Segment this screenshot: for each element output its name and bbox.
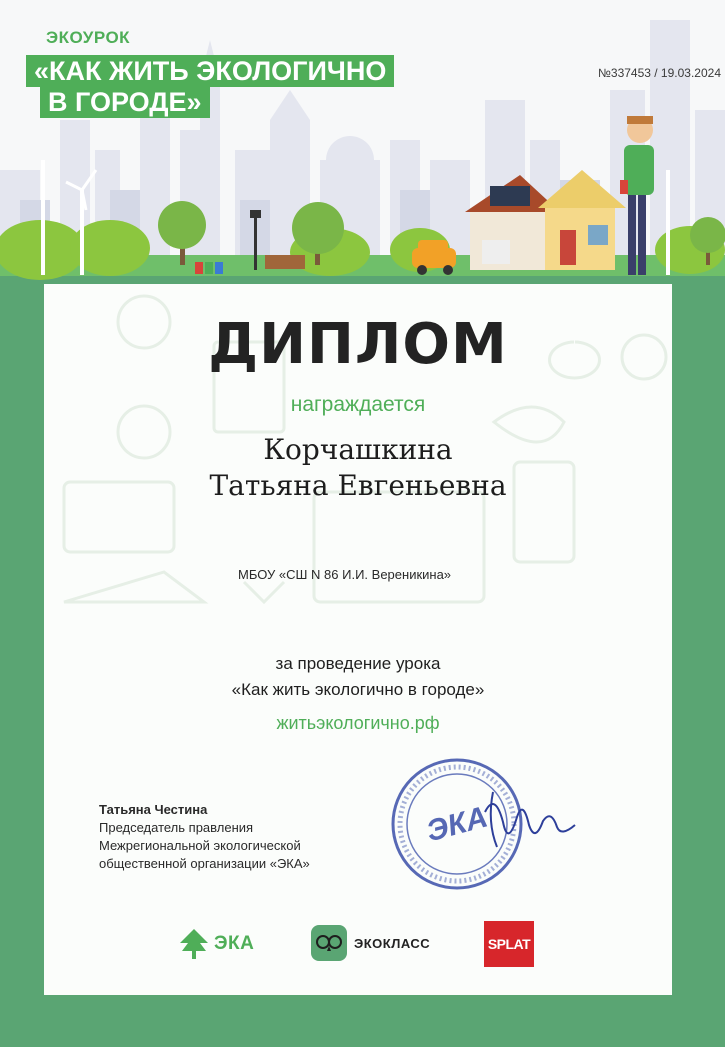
signer-name: Татьяна Честина (99, 802, 208, 817)
eka-tree-icon (180, 929, 208, 959)
website-link[interactable]: житьэкологично.рф (276, 713, 440, 733)
stamp-center-text: ЭКА (423, 800, 492, 849)
organization-stamp (385, 752, 595, 902)
reason-line2: «Как жить экологично в городе» (231, 680, 485, 699)
lesson-title-line1: «КАК ЖИТЬ ЭКОЛОГИЧНО (26, 55, 394, 87)
frame-right (672, 280, 725, 1047)
ecoclass-logo (311, 925, 430, 961)
ecolesson-label: ЭКОУРОК (46, 28, 131, 47)
owl-icon (311, 925, 347, 961)
school-name: МБОУ «СШ N 86 И.И. Вереникина» (238, 567, 452, 582)
frame-left (0, 280, 44, 1047)
header-illustration (0, 0, 725, 284)
reason-line1: за проведение урока (275, 654, 441, 673)
eka-logo-text: ЭКА (214, 933, 255, 954)
certificate-number: №337453 / 19.03.2024 (598, 66, 721, 80)
splat-logo: SPLAT (484, 921, 534, 967)
ecoclass-logo-text: ЭКОКЛАСС (354, 935, 431, 951)
recipient-surname: Корчашкина (263, 433, 453, 466)
signature (485, 804, 575, 833)
signer-position-line3: общественной организации «ЭКА» (99, 856, 310, 871)
signer-block (99, 801, 310, 873)
eka-logo (180, 929, 254, 959)
recipient-given-names: Татьяна Евгеньевна (209, 469, 507, 502)
awarded-label: награждается (290, 393, 426, 416)
signer-position-line2: Межрегиональной экологической (99, 838, 301, 853)
lesson-title-line2: В ГОРОДЕ» (40, 86, 210, 118)
diploma-heading: ДИПЛОМ (208, 312, 508, 377)
signer-position-line1: Председатель правления (99, 820, 254, 835)
frame-bottom (0, 995, 725, 1047)
